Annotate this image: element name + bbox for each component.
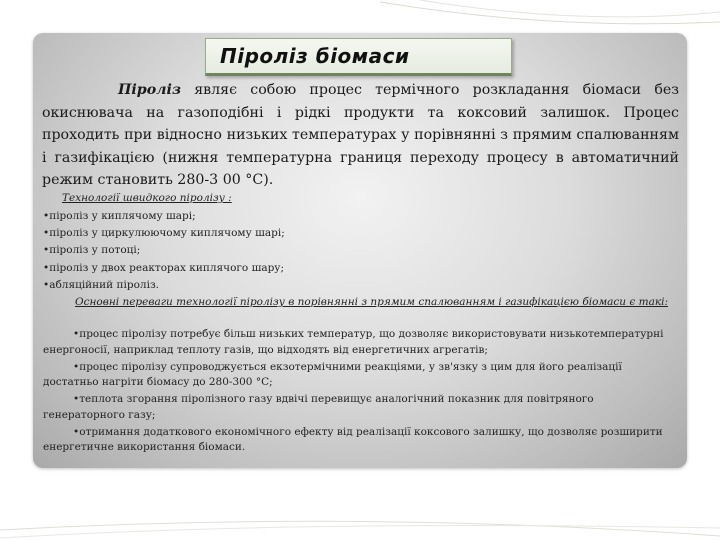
intro-paragraph [42,79,679,192]
list-item: •теплота згорання піролізного газу вдвічі перевищує аналогічний показник для повітряного генераторного газу; [43,393,594,421]
fast-pyrolysis-list [43,208,285,294]
list-item: •абляційний піроліз. [43,278,160,291]
advantages-list [43,327,673,457]
list-item: •піроліз у киплячому шарі; [43,210,196,222]
list-item: •процес піролізу супроводжується екзотермічними реакціями, у зв'язку з цим для його реалізації достатньо нагріти біомасу до 280-300 °С; [43,360,622,388]
list-item: •процес піролізу потребує більш низьких температур, що дозволяє використовувати низькотемпературні енергоносії, наприклад теплоту газів, що відходять від енергетичних агрегатів; [43,328,664,356]
list-item: •піроліз у потоці; [43,244,141,257]
list-item: •піроліз у двох реакторах киплячого шару; [43,261,285,274]
intro-text: являє собою процес термічного розкладання біомаси без окиснювача на газоподібні і рідкі продукти та коксовий залишок. Процес проходить при відносно низьких температурах у порівнянні з прямим спалюванням і газифікацією (нижня температурна границя переходу процесу в автоматичний режим становить 280-3 00 °С). [42,82,679,189]
list-item: •отримання додаткового економічного ефекту від реалізації коксового залишку, що дозволяє розширити енергетичне використання біомаси. [43,425,663,453]
decorative-corner-lines-bottom [0,500,720,540]
list-item: •піроліз у циркулюючому киплячому шарі; [43,227,285,240]
slide-title: Піроліз біомаси [205,38,512,76]
fast-pyrolysis-heading: Технології швидкого піролізу : [62,192,232,204]
intro-term: Піроліз [118,82,182,98]
advantages-heading: Основні переваги технології піролізу в порівнянні з прямим спалюванням і газифікацією біомаси є такі: [75,296,669,308]
